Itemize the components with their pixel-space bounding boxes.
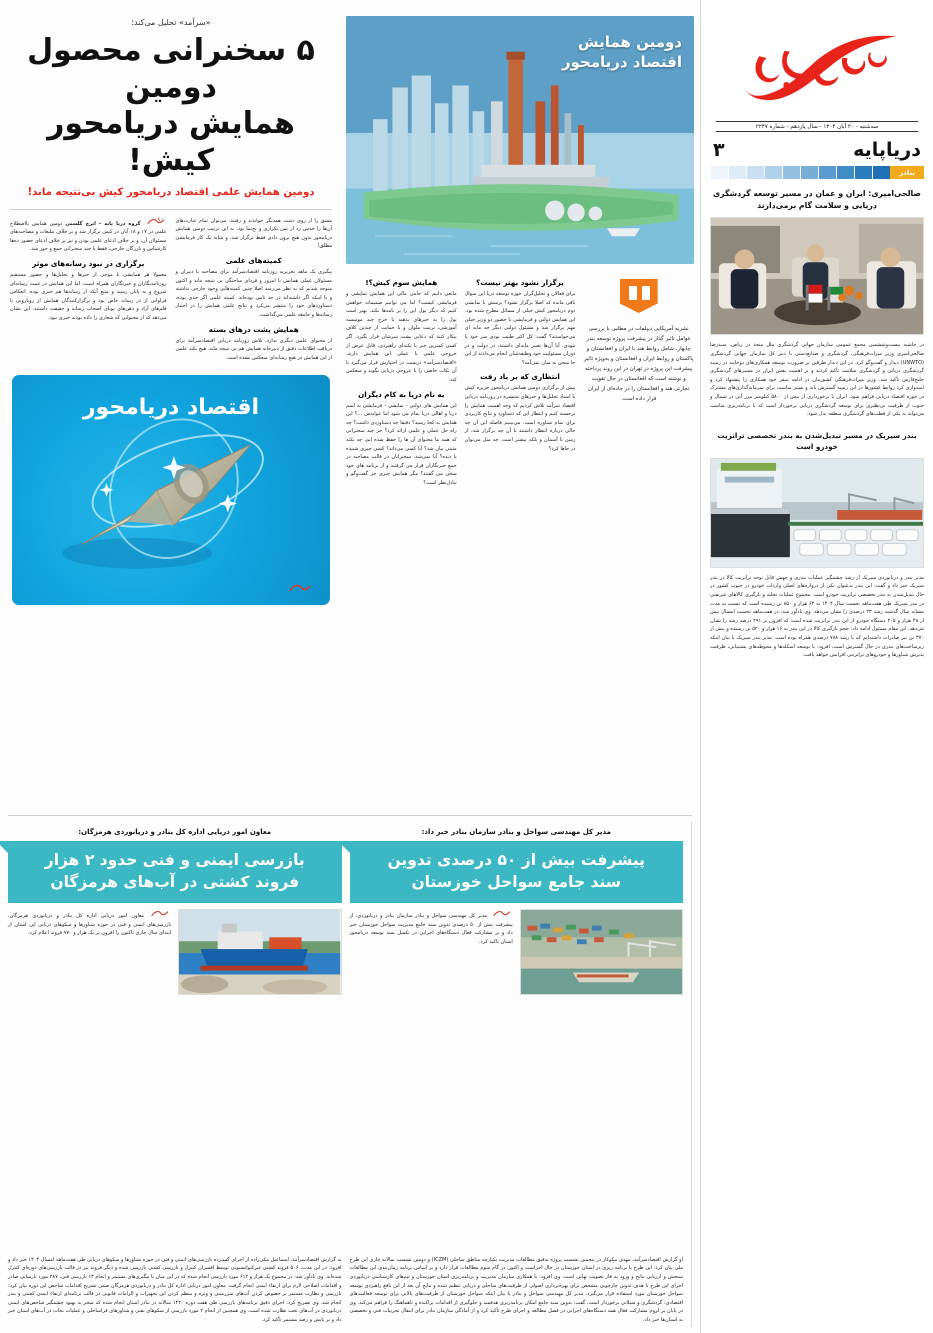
lead-text-columns [10,217,332,365]
dateline: سه‌شنبه - ۲۰ آبان ۱۴۰۴ - سال یازدهم - شماره ۲۲۴۷ [716,121,918,132]
sidebar [700,0,933,1333]
conference-banner[interactable] [346,16,694,264]
lead-section-text-1: پیگیری یک ماهه تحریریه روزنامه اقتصادسرآمد برای مصاحبه با دبیران و مسئولان عملی همایش با امروز و فردای ساختگی بی نتیجه ماند و اکنون متوجه شدیم که به نظر می‌رسد اصلا چنین کمیته‌هایی وجود خارجی نداشته و یا اینکه اگر داشته‌اند در حد نامی بوده‌اند. کمیته علمی اگر جدی بوده، دستاوردهای خود را منتشر می‌کرد و نتایج علمی همایش را در اختیار رسانه‌ها و جامعه علمی می‌گذاشت. [175,269,332,318]
story-0-title-line1: بازرسی ایمنی و فنی حدود ۲ هزار [44,851,305,869]
promo-panel[interactable] [12,375,330,605]
bar [837,166,854,179]
car-carrier-photo [710,458,924,568]
feature-head-2: برگزار نشود بهتر نیست؟ [476,278,564,287]
section-name: دریاپایه [853,139,921,161]
masthead-logo[interactable] [710,14,924,119]
meeting-photo [710,217,924,335]
story-1-body [350,909,684,1252]
cargo-ship-photo [178,909,341,995]
sidebar-top-body: در حاشیه بیست‌وششمین مجمع عمومی سازمان جهانی گردشگری ملل متحد در ریاض، سیدرضا صالحی‌امیری وزیر میراث‌فرهنگی، گردشگری و صنایع‌دستی با دبیر کل سازمان جهانی گردشگری (UNWTO) دیدار و گفت‌وگو کرد. در این دیدار طرفین بر ضرورت توسعه همکاری‌های دوجانبه در زمینه گردشگری دریایی و گردشگری سلامت تأکید کردند و بر اهمیت نقش ایران در مسیرهای گردشگری خلیج‌فارس تأکید شد. وزیر میراث‌فرهنگی کشورمان در ادامه سفر خود همکاری‌ را پیشنهاد کرد و امیدواری کرد روابط کشورها در این زمینه گسترش یابد و بستر مناسب برای سرمایه‌گذاری‌های مشترک در حوزه اقتصاد دریایی فراهم شود. ایران با برخورداری از بیش از ۵۸۰۰ کیلومتر مرز آبی در شمال و جنوب از ظرفیت بی‌نظیری برای توسعه گردشگری دریایی برخوردار است که با برنامه‌ریزی مناسب می‌تواند به یکی از قطب‌های گردشگری منطقه بدل شود. [710,342,924,418]
story-0-lead-col [8,909,171,1252]
lead-headline-line2: همایش دریامحور کیش! [47,106,295,178]
bar [765,166,782,179]
cargo-ship-illustration [179,910,340,994]
feature-text-3: پیش از برگزاری دومین همایش دریامحور جزیره کیش با اسناد تحلیل‌ها و خبرهای منتشره در روزنامه دریایی اقتصاد سرآمد تلاش کردیم که وجه اهمیت همایش را برجسته کنیم و انتظار این که دستاورد و نتایج کاربردی برای تمام شناوره است. می‌بینیم فاصله این آن چه حالی درباره انتظار داشتند تا آن چه برگزار شد، از زمین تا آسمان و بلکه بیشتر است. چه مثل می‌توان در جاها کرد؟ [464,385,576,452]
bar [873,166,890,179]
bar [747,166,764,179]
story-0-title-line2: فروند کشتی در آب‌های هرمزگان [50,873,300,892]
bar [783,166,800,179]
sidebar-bottom-headline[interactable]: بندر سیریک در مسیر تبدیل‌شدن به بندر تخصصی ترانزیت خودرو است [717,431,917,452]
promo-title: اقتصاد دریامحور [82,394,260,420]
lead-headline-line1: ۵ سخنرانی محصول دومین [27,33,315,105]
aerial-port-photo [520,909,683,995]
story-1-lead: مدیر کل مهندسی سواحل و بنادر سازمان بنادر و دریانوردی، از پیشرفت بیش از ۵۰ درصدی تدوین سند جامع مدیریت سواحل خوزستان خبر داد و بر مشارکت فعال دستگاه‌های اجرایی در تکمیل سند توسعه دریامحور استان تاکید کرد. [350,909,513,946]
signature-icon [151,909,171,918]
bar [801,166,818,179]
lead-col-left [176,217,333,365]
story-hormozgan [8,822,342,1327]
section-tag-row [710,166,924,179]
signature-icon [493,909,513,918]
feature-head-1: به نام دریا به کام دیگران [358,389,445,399]
meeting-photo-illustration [711,218,923,334]
story-0-full-text: به گزارش اقتصادسرآمد، اسماعیل مکی‌زاده از اجرای گسترده بازرسی‌های ایمنی و فنی در حوزه شناورها و سکوهای دریایی طی هفت‌ماهه امسال ۱۴۰۴ خبر داد و افزود: در این مدت، ۵۰۶ فروند کشتی غیرکنوانسیونی توسط افسران کنترل و بازرسی کشتی بازرسی شده و دیگر فروند نیز در قالب بازرسی‌های دوره‌ای کنترل شده‌اند. وی یادآور شد: در مجموع یک هزار و ۶۱۲ مورد بازرسی انجام شده که در این میان با پیگیری‌های مستمر و انجام ۱۳ بازرسی فنی، ۲۸۷ مورد نارسایی صادر و اقدامات اصلاحی لازم برای ارتقاء ایمنی انجام گرفت. معاون امور دریایی اداره کل بنادر و دریانوردی هرمزگان ضمن تشریح اقدامات شاخص این دوره بیان کرد: بازرسی و نظارت مستمر بر خصوص کردن آب‌های سرزمینی و ویژه و منظم کردن این تجهیزات و الزامات قانونی در قالب برنامه‌ای ارتقاء ایمنی کشتی و بندر انجام شد. وی تصریح کرد: اجرای دقیق برنامه‌های بازرسی طی هفت دوره ۱۴۲۰ سالانه در بنادر استان انجام شده که منجر به بهبود چشمگیر شاخص‌های ایمنی دریانوردی در آب‌های تحت نظارت شده است. وی همچنین از انجام ۲ مورد بازرسی از سکوهای نفتی و شناورهای فراساحلی و عملیات نجات در آب‌های استان خبر داد و بر پایش و رصد مستمر تأکید کرد. [8,1256,342,1323]
divider [10,209,332,210]
section-header [710,139,924,161]
lead-subheadline: دومین همایش علمی اقتصاد دریامحور کیش بی‌نتیجه ماند! [27,187,315,199]
sidebar-bottom-body: مدیر بندر و دریانوردی سیریک از رشد چشمگیر عملیات بندری و جهش قابل توجه تراتزیت کالا در بندر سیریک خبر داد و گفت: این بندر به‌عنوان یکی از دروازه‌های اصلی واردات خودرو در جنوب کشور در حال تبدیل‌شدن به بندر تخصصی ترانزیت خودرو است. مجموع عملیات تخلیه و بارگیری کالاهای غیرنفتی در بندر سیریک طی هفت‌ماهه نخست سال ۱۴۰۴ به ۶۴ هزار و ۸۵۰ تن رسیده است که نسبت به مدت مشابه سال گذشته رشد ۲۳ درصدی را نشان می‌دهد. وی یادآور شد: در هفت‌ماهه نخست امسال بیش از ۴۸ هزار و ۲۰۵ دستگاه خودرو از این بندر ترانزیت شده است که افزون بر ۲۹۱ درصد رشد را نشان می‌دهد. این مقام مسئول ادامه داد: حجم بارگیری کالا در این بندر به ۱۶ هزار و ۵۲۰ تن رسیده و بیش از ۳۷۰ تن نیز صادرات داشته‌ایم که با رشد ۷۸۸ درصدی همراه بوده است. مدیر بندر سیریک با بیان اینکه زیرساخت‌های بندری در حال گسترش است، افزود: با توسعه اسکله‌ها و محوطه‌های پشتیبانی، ظرفیت پذیرش شناورها و خودروهای ترانزیتی افزایش خواهد یافت. [710,574,924,659]
gradient-bars [710,166,890,179]
saramad-logo-icon [727,21,907,113]
lead-section-text-2: از محتوای علمی دیگری ندارد. تلاش روزنامه دریایی اقتصادسرآمد برای دریافت اطلاعات دقیق از دبیرخانه همایش هم بی نتیجه ماند. هیچ نکته علمی از این همایش در هیچ رسانه‌ای منعکس نشده است. [175,337,332,361]
lead-section-head-1: کمیته‌های علمی [225,256,282,266]
lead-section-text-0: معمولا هر همایشی با موجی از خبرها و تحلیل‌ها و حضور مستقیم روزنامه‌نگاران و خبرنگاران همراه است، اما این همایش در غیبت رسانه‌ای شروع و به پایان رسید و منبع آنکه از رسانه‌ها هم خبری بوده. انعکاس فراوانی از در رسانه خاص بود و برگزارکنندگان همایش از رویارویی با قلم‌های آزاد و ذهن‌های پویای اصحاب رسانه و حقیقت داشتند. این نشان می‌دهد که از محتوایی که شعاری را داده بودند خبری نبود. [10,272,167,321]
story-1-kicker: مدیر کل مهندسی سواحل و بنادر سازمان بنادر خبر داد: [421,828,611,836]
bar [819,166,836,179]
banner-title-line2: اقتصاد دریامحور [561,53,682,72]
story-1-title-line1: پیشرفت بیش از ۵۰ درصدی تدوین [387,851,645,869]
story-1-full-text: او گزارش اقتصادسرآمد، مهدی نیکوکار در پنجمین نشست پروژه تدقیق مطالعات مدیریت یکپارچه مناطق ساحلی (ICZM) و دومین نشست سالانه جاری این طرح ملی بیان کرد: این طرح با برنامه ریزی در استان خوزستان در حال اجراست و اکنون در گام سوم مطالعات قرار دارد و بر اساس برنامه زمان‌بندی این مطالعات سنجش و ارزیابی نتایج و ورود به فاز تصویب نهایی است. وی افزود: با همکاری سازمان مدیریت و برنامه‌ریزی استان خوزستان و تیم‌های کارشناسی دریانوردی اجرای این طرح با هدف تدوین چارچوبی مشخص برای بهره‌برداری اصولی از ظرفیت‌های ساحلی و دریایی تنظیم شده و نتایج آن بعد از این نافع راهبردی توسعه سواحل خوزستان مورد استفاده قرار می‌گیرد. مدیر کل مهندسی سواحل و بنادر با بیان اینکه سواحل خوزستان از ظرفیت‌های بالایی برای توسعه فعالیت‌های اقتصادی، گردشگری و شیلاتی برخوردار است، گفت: تدوین سند جامع امکان برنامه‌ریزی هدفمند و جلوگیری از اقدامات پراکنده و ناهماهنگ را فراهم می‌کند. وی در پایان بر لزوم مشارکت فعال همه دستگاه‌های اجرایی در فصل مطالعه و اجرای طرح تأکید کرد و از آمادگی سازمان بنادر برای انتقال تجربیات فنی و تخصصی به استان‌ها خبر داد. [349,1256,683,1323]
story-0-photo-col [178,909,341,1252]
sidebar-top-headline[interactable]: صالحی‌امیری: ایران و عمان در مسیر توسعه گردشگری دریایی و سلامت گام برمی‌دارند [713,189,921,210]
story-0-title[interactable] [8,841,342,903]
lead-intro: دومین همایش با‌اصطلاح علمی در ۱۷ و ۱۸ آبان در کیش برگزار شد و بر خلاف تبلیغات و مصاحبه‌های مسئولان آن، و بر خلاف ادعای علمی بودن و نیز بر خلاف ادعای حضور ده‌ها کارشناس و بازرگان خارجی، فقط با چند سخنرانی جمع و جور شد. [10,220,167,253]
car-carrier-illustration [711,459,923,567]
story-0-body [8,909,342,1252]
signature-icon [288,581,314,595]
bar [711,166,728,179]
feature-head-0: همایش سوم کیش؟! [365,278,438,287]
story-1-photo-col [520,909,683,1252]
page-title [10,33,332,179]
story-0-lead: معاون امور دریایی اداره کل بنادر و دریانوردی هرمزگان، بازرسی‌های ایمنی و فنی در حوزه شناورها و سکوهای دریایی این استان از ابتدای سال جاری تاکنون را افزون بر یک هزار و ۹۷۰ فروند اعلام کرد. [8,909,171,938]
aerial-port-illustration [521,910,682,994]
banner-title [562,32,682,73]
story-1-lead-col [350,909,513,1252]
bottom-stories [0,822,700,1333]
lead-section-head-0: برگزاری در نبود رسانه‌های موثر [32,259,145,269]
bar [729,166,746,179]
feature-head-3: انتظاری که بر باد رفت [480,372,560,382]
feature-text-1: این همایش های دولتی - نمایشی - فرمایشی به اسم دریا و اهالی دریا تمام می شود اما عوایدش ...؟ این همایش به کجا رسید؟ دقیقا چه دستاوردی داشت؟ چه راه حل عملی و علمی ارائه کرد؟ جز چند سخنرانی که همه ما محتوای آن ها را حفظ شده ایم، چه نکته مثبتی بیان شد؟ آیا کسی می‌داند؟ کسی چیزی شنیده یا دیده؟ آیا نمی‌شد، سخنرانان در قالب مصاحبه در جمع خبرنگاران قرار می گرفتند و از برنامه های خود سخن می گفتند؟ مگر همایش چیزی جز گفت‌وگو و تبادل‌نظر است؟ [346,402,457,486]
lead-byline: گروه دریا پایه - ایرج گلشنی [65,220,141,227]
section-tag[interactable]: بنادر [890,166,924,179]
story-1-title[interactable] [350,841,684,903]
lead-intro-block [10,217,167,254]
feature-text-0: مانعی دانیم که حامی مالی این همایش نمایشی و فرمایشی کیست؟ اما می توانیم صمیمانه خواهش کنیم که دیگر پول این را بر نامه‌ها نکند. بهتر است پول را به خبرهای بدهند یا خرج چند موسسه آموزشی، تربیت ملوان و با حمایت از چندین کلاف بیکار کنند که دعایی پشت سرشان قرار بگیرد. اگر کسی کمترین خبر با نکته‌ای راهبردی، قابل عرض از خروجی علمی با عملی این همایش دارند، «اقتصادسرآمد» دربست در اختیارش قرار می‌گیرد تا آن نکات خاصی را با عروجی دریایی بگوید و منعکس کند. [346,291,457,383]
feature-text-2: برای فعالان و تحلیل‌گران حوزه توسعه دریا این سوال باقی مانده که اصلا برگزار نشود؟ پرسش با نمایشی دوم دریامحور کیش خیلی از مسائل مطرح شده بود. این همایش دولتی و فرمایشی با حضور دو وزیر خیلی مهم برگزار شد و مسئول دولتی دیگر چه مایه ای می‌خواستند؟ گفت: کل اکبر طبیب بودی سر خود یا نبودی. آیا آن‌ها تعبیر مایه‌ای داشتند، در دولت و در دوران مسئولیت خود وظیفه‌شان انجام می‌دادند از این جا سخن به میان نمی‌آمد؟ [464,291,576,366]
divider [8,815,692,816]
page-number: ۳ [713,139,725,161]
lead-col-right [10,217,167,365]
pullquote-text: نشریه آمریکایی دیپلمات در مطلبی با بررسی عوامل تاثیر گذار در پیشرفت پروژه توسعه بندر چابهار، شامل روابط هند با ایران و افغانستان و پاکستان و روابط ایران و افغانستان و به‌ویژه تاثیر پیشرفت این پروژه در تهران در این روند پرداخته و نوشته است که افغانستان در حال تقویت تجارتی هند و افغانستان را در جاده‌ای از ایران قرار داده است. [583,326,694,402]
dollar-paper-plane-illustration [12,375,330,597]
story-khuzestan [350,822,693,1327]
story-1-title-line2: سند جامع سواحل خوزستان [411,873,622,892]
quote-icon [620,279,658,313]
banner-title-line1: دومین همایش [577,33,682,51]
lead-section-head-2: همایش پشت درهای بسته [208,324,299,334]
bar [855,166,872,179]
lead-kicker: «سرآمد» تحلیل می‌کند؛ [131,18,211,27]
signature-icon [147,217,167,226]
story-0-kicker: معاون امور دریایی اداره کل بنادر و دریانوردی هرمزگان: [78,828,272,836]
lead-right-col-text: مشق را از روی دست همدیگر خواندند و رفتند. می‌توان تمام عبارت‌های آن‌ها را حدس زد از بس تکراری و نخ‌نما بود. به این ترتیب دومین همایش دریامحور بدون هیچ برون دادی فقط برگزار شد، و شاید یک کار فرمایشی مطلق! [175,217,332,250]
